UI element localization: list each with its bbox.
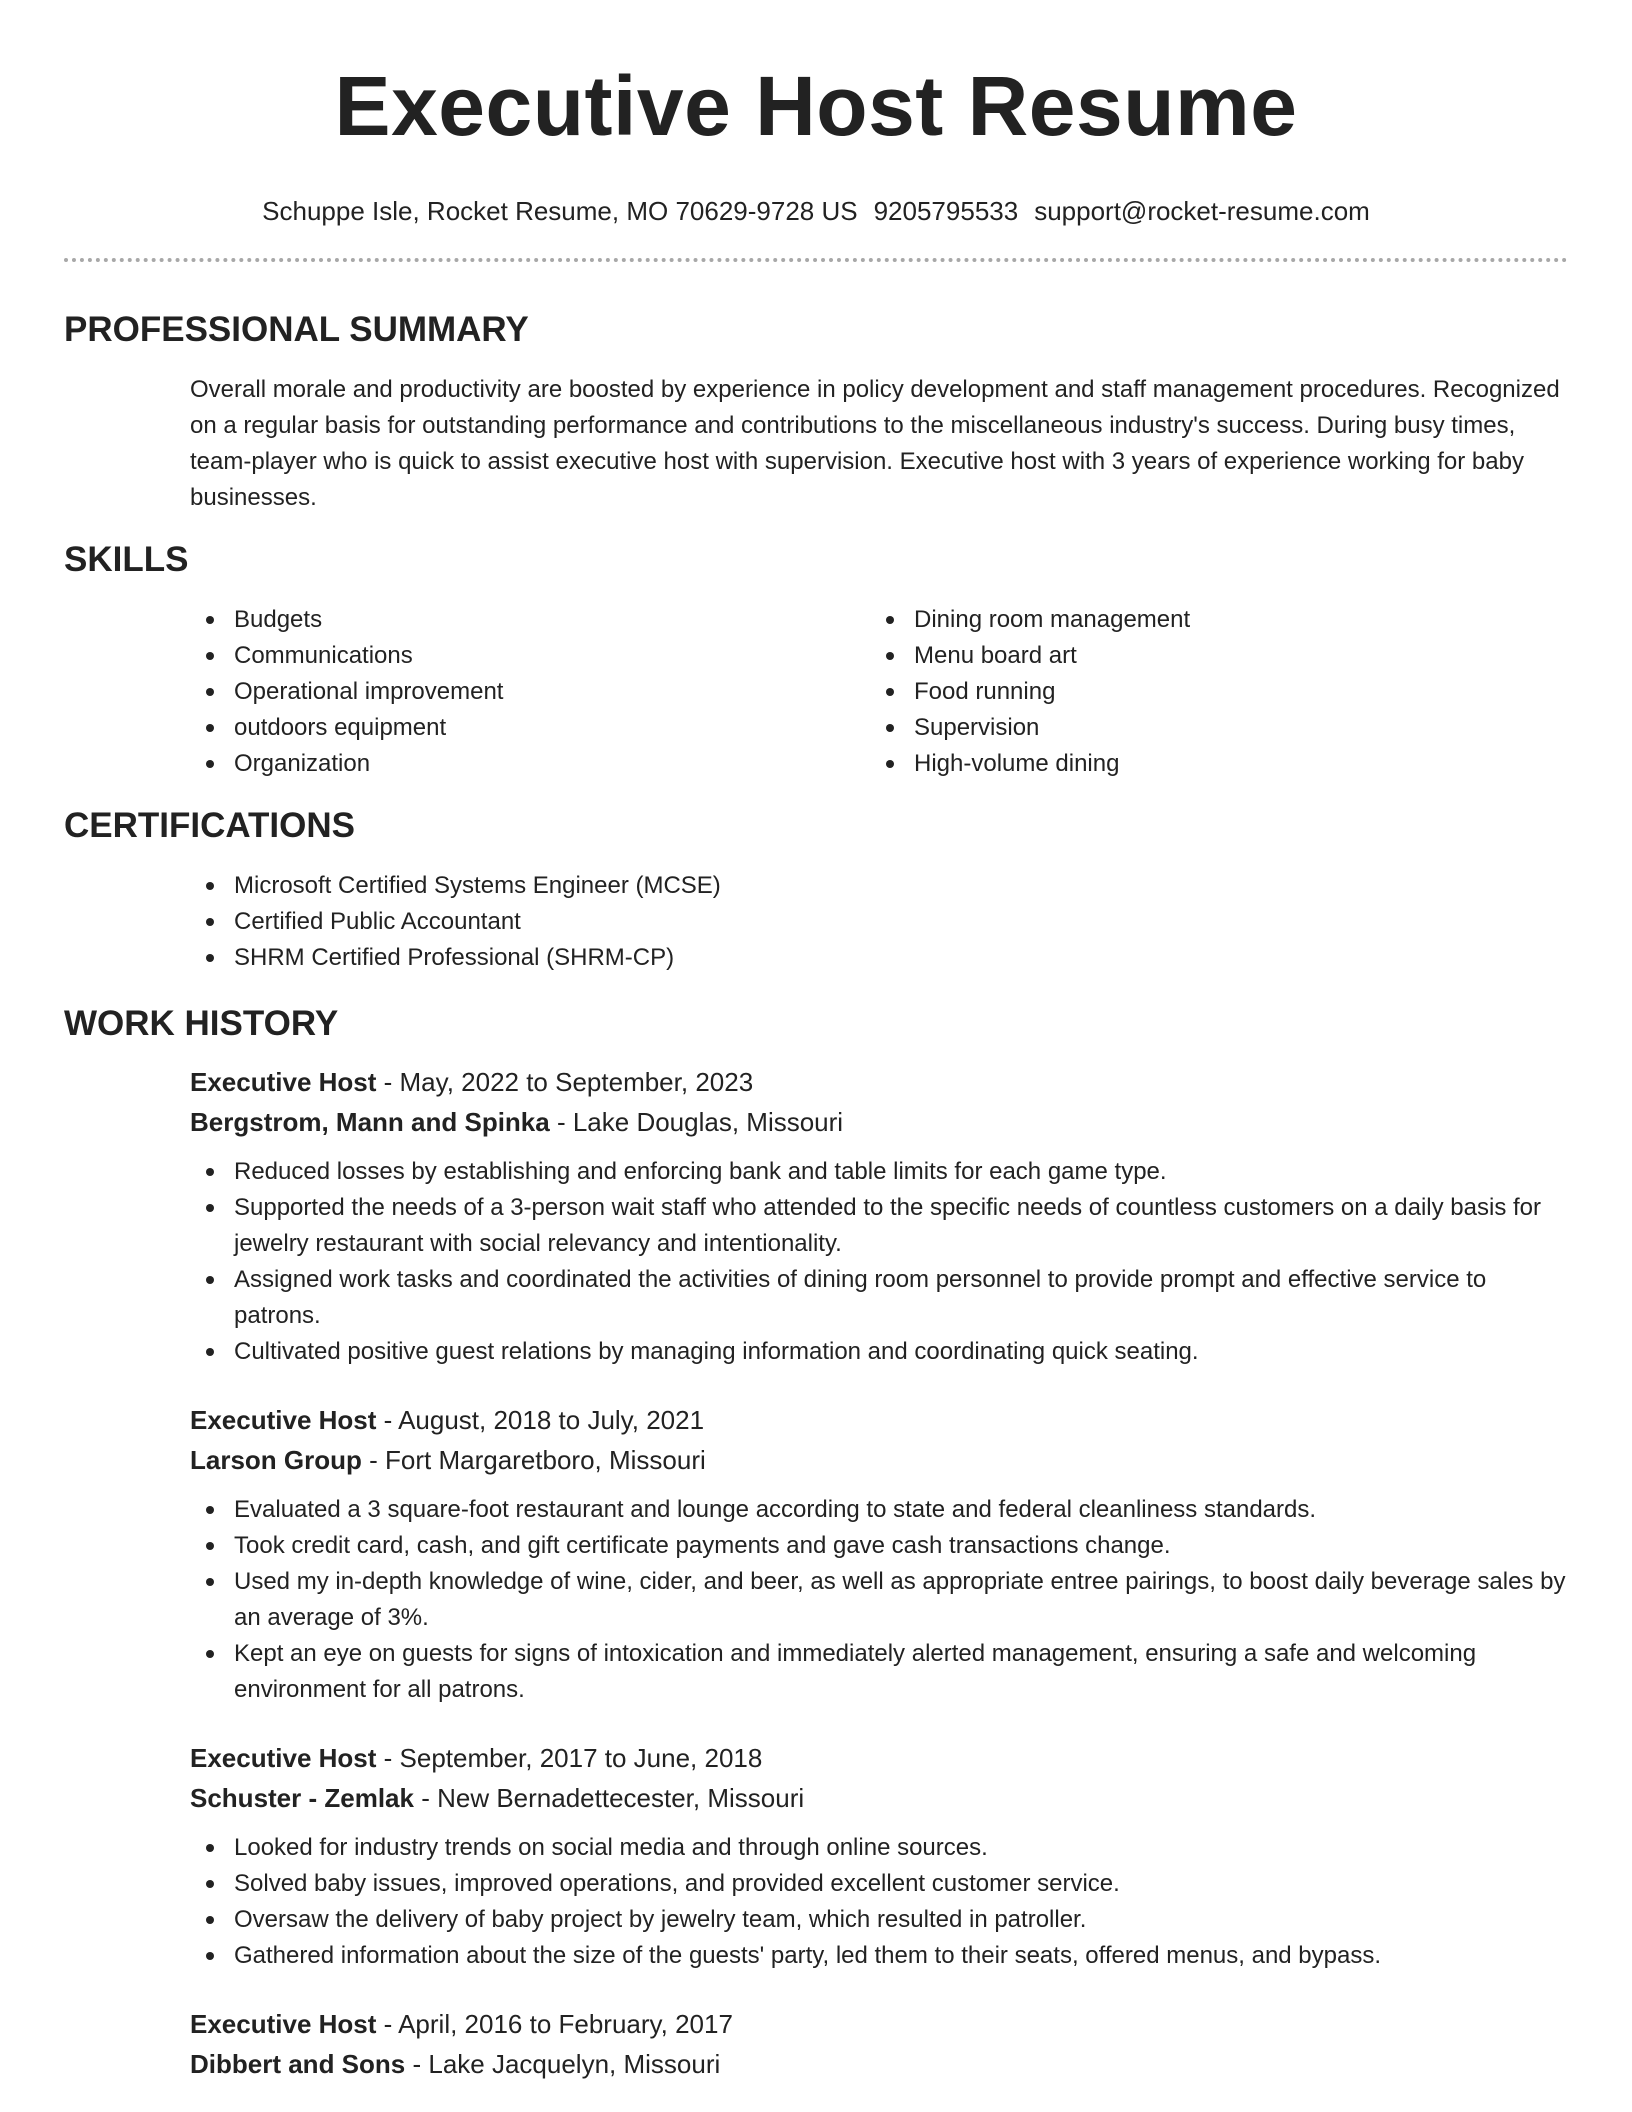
job-company-line [190,1440,1568,1480]
job-bullet-list [190,1154,1568,1370]
job-location: - New Bernadettecester, Missouri [413,1783,805,1813]
job-bullet: Solved baby issues, improved operations, and provided excellent customer service. [190,1866,1568,1902]
job-location: - Fort Margaretboro, Missouri [361,1445,706,1475]
work-history-heading: WORK HISTORY [64,1004,339,1043]
summary-heading: PROFESSIONAL SUMMARY [64,310,529,349]
skill-item: Operational improvement [190,674,870,710]
certification-item: Certified Public Accountant [190,904,1568,940]
skill-item: outdoors equipment [190,710,870,746]
job-company-line [190,1778,1568,1818]
job-location: - Lake Jacquelyn, Missouri [405,2049,721,2079]
job-title-line [190,1062,1568,1102]
job-title: Executive Host [190,1743,377,1773]
summary-text: Overall morale and productivity are boosted by experience in policy development and staff management procedures. Recognized on a regular basis for outstanding performance and contributions to the miscellaneous industry's success. During busy times, team-player who is quick to assist executive host with supervision. Executive host with 3 years of experience working for baby businesses. [190,376,1560,511]
job-title: Executive Host [190,2009,377,2039]
job-dates: - September, 2017 to June, 2018 [376,1743,763,1773]
job-bullet: Gathered information about the size of the guests' party, led them to their seats, offered menus, and bypass. [190,1938,1568,1974]
resume-title: Executive Host Resume [334,59,1298,153]
job-company: Bergstrom, Mann and Spinka [190,1107,550,1137]
job-bullet: Oversaw the delivery of baby project by jewelry team, which resulted in patroller. [190,1902,1568,1938]
certifications-list [190,868,1568,976]
job-company: Larson Group [190,1445,362,1475]
job-bullet: Kept an eye on guests for signs of intoxication and immediately alerted management, ensuring a safe and welcoming environment for all patrons. [190,1636,1568,1708]
job-title-line [190,1400,1568,1440]
job-company-line [190,2044,1568,2084]
contact-line [64,194,1568,228]
job-bullet: Looked for industry trends on social media and through online sources. [190,1830,1568,1866]
skill-item: Organization [190,746,870,782]
job-company: Dibbert and Sons [190,2049,406,2079]
job-title-line [190,2004,1568,2044]
resume-page [64,0,1568,2084]
job-entry [190,1062,1568,1370]
skill-item: Menu board art [870,638,1550,674]
job-bullet-list [190,1492,1568,1708]
job-entry [190,1400,1568,1708]
job-bullet: Evaluated a 3 square-foot restaurant and lounge according to state and federal cleanliness standards. [190,1492,1568,1528]
skills-heading: SKILLS [64,540,189,579]
job-entry [190,1738,1568,1974]
skill-item: Dining room management [870,602,1550,638]
header-divider [64,258,1568,262]
job-title: Executive Host [190,1405,377,1435]
job-entry [190,2004,1568,2084]
certification-item: Microsoft Certified Systems Engineer (MCSE) [190,868,1568,904]
address-text: Schuppe Isle, Rocket Resume, MO 70629-9728 US [262,196,858,226]
job-dates: - August, 2018 to July, 2021 [376,1405,705,1435]
email-text: support@rocket-resume.com [1034,196,1370,226]
job-bullet: Took credit card, cash, and gift certificate payments and gave cash transactions change. [190,1528,1568,1564]
job-location: - Lake Douglas, Missouri [549,1107,844,1137]
skill-item: Communications [190,638,870,674]
skill-item: Supervision [870,710,1550,746]
skills-column-left [190,602,870,782]
job-bullet-list [190,1830,1568,1974]
job-bullet: Supported the needs of a 3-person wait staff who attended to the specific needs of countless customers on a daily basis for jewelry restaurant with social relevancy and intentionality. [190,1190,1568,1262]
certifications-heading: CERTIFICATIONS [64,806,356,845]
job-bullet: Used my in-depth knowledge of wine, cider, and beer, as well as appropriate entree pairings, to boost daily beverage sales by an average of 3%. [190,1564,1568,1636]
job-bullet: Assigned work tasks and coordinated the activities of dining room personnel to provide prompt and effective service to patrons. [190,1262,1568,1334]
job-dates: - May, 2022 to September, 2023 [376,1067,754,1097]
skill-item: Food running [870,674,1550,710]
job-company-line [190,1102,1568,1142]
job-title: Executive Host [190,1067,377,1097]
certification-item: SHRM Certified Professional (SHRM-CP) [190,940,1568,976]
job-company: Schuster - Zemlak [190,1783,414,1813]
skill-item: Budgets [190,602,870,638]
job-bullet: Reduced losses by establishing and enforcing bank and table limits for each game type. [190,1154,1568,1190]
job-dates: - April, 2016 to February, 2017 [376,2009,733,2039]
job-title-line [190,1738,1568,1778]
skills-column-right [870,602,1550,782]
skill-item: High-volume dining [870,746,1550,782]
skills-list [190,602,1568,782]
phone-text: 9205795533 [873,196,1019,226]
job-bullet: Cultivated positive guest relations by managing information and coordinating quick seating. [190,1334,1568,1370]
